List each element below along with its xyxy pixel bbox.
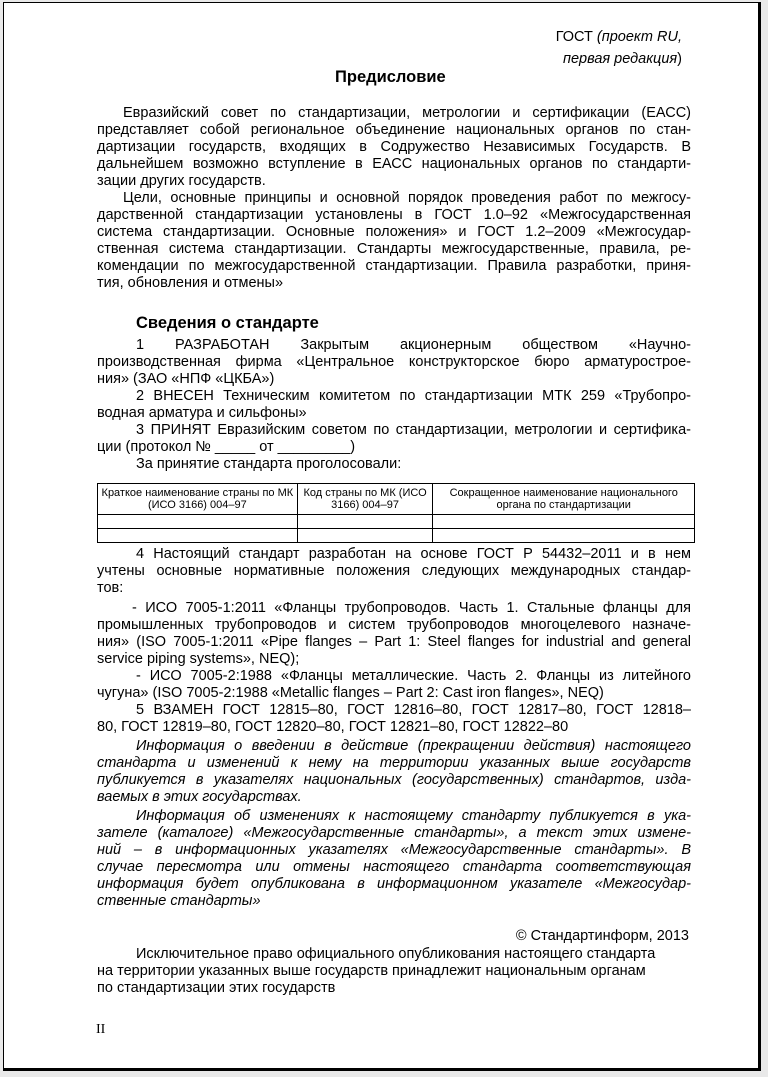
body-line: ния» (ISO 7005-1:2011 «Pipe flanges – Part 1: Steel flanges for industrial and general [97, 634, 691, 650]
copyright: © Стандартинформ, 2013 [515, 928, 689, 944]
preface-line: ственная система стандартизации. Стандарты межгосударственные, правила, ре- [97, 241, 691, 257]
table-cell [297, 515, 433, 529]
italic-line: ний – в информационных указателях «Межгосударственные стандарты». В [97, 842, 691, 858]
body-line: тов: [97, 580, 124, 596]
info-line: За принятие стандарта проголосовали: [136, 456, 402, 472]
preface-line: Цели, основные принципы и основной порядок проведения работ по межгосу- [123, 190, 691, 206]
preface-line: Евразийский совет по стандартизации, метрологии и сертификации (ЕАСС) [123, 105, 691, 121]
preface-line: представляет собой региональное объединение национальных органов по стан- [97, 122, 691, 138]
italic-line: ственные стандарты» [97, 893, 261, 909]
section-heading: Сведения о стандарте [136, 314, 319, 332]
preface-line: зации других государств. [97, 173, 266, 189]
column-header-country-code: Код страны по МК (ИСО 3166) 004–97 [297, 484, 433, 515]
column-header-country-name: Краткое наименование страны по МК (ИСО 3166) 004–97 [98, 484, 298, 515]
header-project: (проект RU, [596, 29, 682, 45]
header-edition-line [563, 51, 682, 68]
closing-line: Исключительное право официального опубликования настоящего стандарта [136, 946, 656, 962]
info-line: ния» (ЗАО «НПФ «ЦКБА») [97, 371, 275, 387]
table-cell [433, 515, 695, 529]
preface-line: система стандартизации. Основные положения» и ГОСТ 1.2–2009 «Межгосудар- [97, 224, 691, 240]
italic-line: публикуется в указателях национальных (государственных) стандартов, изда- [97, 772, 691, 788]
table-row [98, 529, 695, 543]
preface-line: тия, обновления и отмены» [97, 275, 284, 291]
preface-line: комендации по межгосударственной стандартизации. Правила разработки, приня- [97, 258, 691, 274]
table-row [98, 515, 695, 529]
info-line: производственная фирма «Центральное конструкторское бюро арматурострое- [97, 354, 691, 370]
page-number: II [96, 1022, 106, 1037]
header-gost: ГОСТ [555, 29, 597, 45]
info-line: 2 ВНЕСЕН Техническим комитетом по стандартизации МТК 259 «Трубопро- [136, 388, 691, 404]
header-edition: первая редакция [562, 51, 678, 67]
info-line: 1 РАЗРАБОТАН Закрытым акционерным обществом «Научно- [136, 337, 691, 353]
italic-line: Информация о введении в действие (прекращении действия) настоящего [136, 738, 691, 754]
column-header-national-body: Сокращенное наименование национального органа по стандартизации [433, 484, 695, 515]
info-line: 3 ПРИНЯТ Евразийским советом по стандартизации, метрологии и сертифика- [136, 422, 691, 438]
preface-line: дальнейшем возможно вступление в ЕАСС национальных органов по стандарти- [97, 156, 691, 172]
page-title: Предисловие [335, 68, 446, 86]
table-cell [98, 529, 298, 543]
body-line: service piping systems», NEQ); [97, 651, 300, 667]
italic-line: стандарта и изменений к нему на территории указанных выше государств [97, 755, 691, 771]
vote-table-header-row [98, 484, 695, 515]
document-page [3, 2, 761, 1071]
closing-line: на территории указанных выше государств принадлежит национальным органам [97, 963, 646, 979]
body-line: - ИСО 7005-2:1988 «Фланцы металлические. Часть 2. Фланцы из литейного [136, 668, 691, 684]
body-line: промышленных трубопроводов и систем трубопроводов многоцелевого назначе- [97, 617, 691, 633]
body-line: 4 Настоящий стандарт разработан на основе ГОСТ Р 54432–2011 и в нем [136, 546, 691, 562]
italic-line: ваемых в этих государствах. [97, 789, 302, 805]
preface-line: дарственной стандартизации установлены в ГОСТ 1.0–92 «Межгосударственная [97, 207, 691, 223]
table-cell [98, 515, 298, 529]
table-cell [297, 529, 433, 543]
italic-line: зателе (каталоге) «Межгосударственные стандарты», а текст этих измене- [97, 825, 691, 841]
vote-table [97, 483, 695, 543]
info-line: водная арматура и сильфоны» [97, 405, 307, 421]
italic-line: случае пересмотра или отмены настоящего стандарта соответствующая [97, 859, 691, 875]
body-line: учтены основные нормативные положения следующих международных стандар- [97, 563, 691, 579]
header-edition-close: ) [677, 51, 682, 67]
preface-line: дартизации государств, входящих в Содружество Независимых Государств. В [97, 139, 691, 155]
italic-line: информация будет опубликована в информационном указателе «Межгосудар- [97, 876, 691, 892]
table-cell [433, 529, 695, 543]
info-line: ции (протокол № _____ от _________) [97, 439, 356, 455]
body-line: - ИСО 7005-1:2011 «Фланцы трубопроводов. Часть 1. Стальные фланцы для [132, 600, 691, 616]
body-line: чугуна» (ISO 7005-2:1988 «Metallic flanges – Part 2: Cast iron flanges», NEQ) [97, 685, 604, 701]
header-gost-line [556, 29, 682, 46]
body-line: 80, ГОСТ 12819–80, ГОСТ 12820–80, ГОСТ 12821–80, ГОСТ 12822–80 [97, 719, 569, 735]
body-line: 5 ВЗАМЕН ГОСТ 12815–80, ГОСТ 12816–80, ГОСТ 12817–80, ГОСТ 12818– [136, 702, 691, 718]
closing-line: по стандартизации этих государств [97, 980, 336, 996]
italic-line: Информация об изменениях к настоящему стандарту публикуется в ука- [136, 808, 691, 824]
